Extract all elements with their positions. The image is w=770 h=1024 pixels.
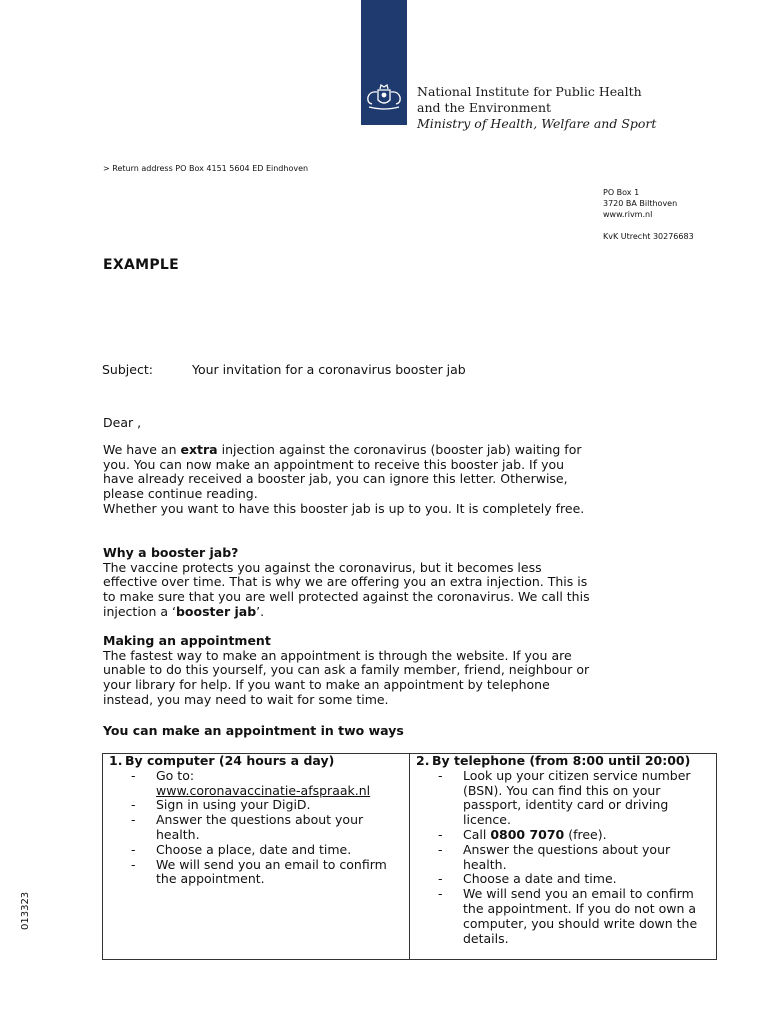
intro-bold: extra: [180, 442, 218, 457]
why-text: The vaccine protects you against the coronavirus, but it becomes less effective over time. That is why we are offering you an extra injection. This is to make sure that you are well protected against the coronavirus. We call this injection a ‘: [103, 559, 590, 619]
appointment-text: The fastest way to make an appointment is through the website. If you are unable to do this yourself, you can ask a family member, friend, neighbour or your library for help. If you want to make an appointment by telephone instead, you may need to wait for some time.: [103, 647, 590, 707]
ways-title: You can make an appointment in two ways: [103, 723, 404, 738]
subject-text: Your invitation for a coronavirus booster jab: [192, 362, 466, 377]
sender-website: www.rivm.nl: [603, 210, 653, 219]
telephone-step-2-pre: Call: [463, 826, 491, 842]
computer-step-3: Answer the questions about your health.: [156, 812, 364, 842]
org-line-1: National Institute for Public Health: [417, 84, 642, 99]
computer-steps: [109, 769, 403, 887]
organization-name: [417, 84, 656, 132]
appointment-heading: Making an appointment: [103, 633, 271, 648]
telephone-column: [410, 754, 717, 960]
ministry-name: Ministry of Health, Welfare and Sport: [417, 116, 657, 131]
list-item: - Choose a place, date and time.: [131, 841, 352, 857]
why-bold: booster jab: [175, 603, 257, 619]
list-item: - Answer the questions about your health.: [131, 813, 403, 843]
royal-coat-of-arms-icon: [361, 80, 407, 116]
list-item: - Look up your citizen service number (BSN). You can find this on your passport, identity card or driving licence.: [438, 769, 710, 828]
org-line-2: and the Environment: [417, 100, 552, 115]
sender-address: [603, 187, 694, 242]
list-item: - Choose a date and time.: [438, 871, 617, 887]
document-code: 013323: [20, 891, 31, 930]
list-item: - Answer the questions about your health.: [438, 843, 710, 873]
ways-table: [102, 753, 717, 960]
appointment-section: [103, 634, 593, 708]
telephone-step-3: Answer the questions about your health.: [463, 841, 671, 872]
computer-num: 1.: [109, 753, 123, 768]
telephone-num: 2.: [416, 753, 430, 768]
telephone-title: [416, 754, 710, 769]
intro-paragraph: [103, 443, 593, 517]
logo-bar: [361, 0, 407, 125]
list-item: - We will send you an email to confirm the appointment.: [131, 858, 403, 888]
list-item: - Go to: www.coronavaccinatie-afspraak.nl: [131, 767, 371, 798]
intro-text-1: We have an: [103, 442, 181, 457]
computer-title-text: By computer (24 hours a day): [125, 753, 335, 768]
computer-step-2: Sign in using your DigiD.: [156, 797, 311, 813]
list-item: - Sign in using your DigiD.: [131, 797, 311, 813]
intro-text-3: Whether you want to have this booster jab is up to you. It is completely free.: [103, 500, 585, 516]
appointment-website-link[interactable]: www.coronavaccinatie-afspraak.nl: [156, 782, 371, 798]
computer-title: [109, 754, 403, 769]
telephone-step-4: Choose a date and time.: [463, 871, 617, 887]
telephone-steps: [416, 769, 710, 947]
example-label: EXAMPLE: [103, 257, 179, 273]
subject-line: [102, 362, 466, 377]
why-end: ’.: [256, 603, 265, 619]
computer-step-4: Choose a place, date and time.: [156, 841, 352, 857]
sender-line-2: 3720 BA Bilthoven: [603, 199, 678, 208]
salutation: Dear ,: [103, 415, 142, 430]
sender-kvk: KvK Utrecht 30276683: [603, 232, 694, 241]
sender-line-1: PO Box 1: [603, 188, 640, 197]
telephone-step-2-post: (free).: [564, 826, 607, 842]
return-address: > Return address PO Box 4151 5604 ED Eindhoven: [103, 164, 309, 173]
list-item: - We will send you an email to confirm the appointment. If you do not own a computer, you should write down the details.: [438, 887, 710, 946]
computer-step-5: We will send you an email to confirm the appointment.: [156, 856, 387, 887]
intro-text-2: injection against the coronavirus (booster jab) waiting for you. You can now make an appointment to receive this booster jab. If you have already received a booster jab, you can ignore this letter. Otherwise, please continue reading.: [103, 442, 582, 502]
telephone-step-5: We will send you an email to confirm the appointment. If you do not own a computer, you should write down the details.: [463, 886, 698, 946]
telephone-title-text: By telephone (from 8:00 until 20:00): [432, 753, 691, 768]
list-item: - Call 0800 7070 (free).: [438, 826, 607, 842]
phone-number: 0800 7070: [490, 826, 565, 842]
subject-label: Subject:: [102, 362, 153, 377]
computer-column: [103, 754, 410, 960]
telephone-step-1: Look up your citizen service number (BSN). You can find this on your passport, identity card or driving licence.: [463, 767, 691, 828]
why-section: [103, 546, 593, 620]
why-heading: Why a booster jab?: [103, 545, 239, 560]
computer-step-1: Go to:: [156, 767, 195, 783]
